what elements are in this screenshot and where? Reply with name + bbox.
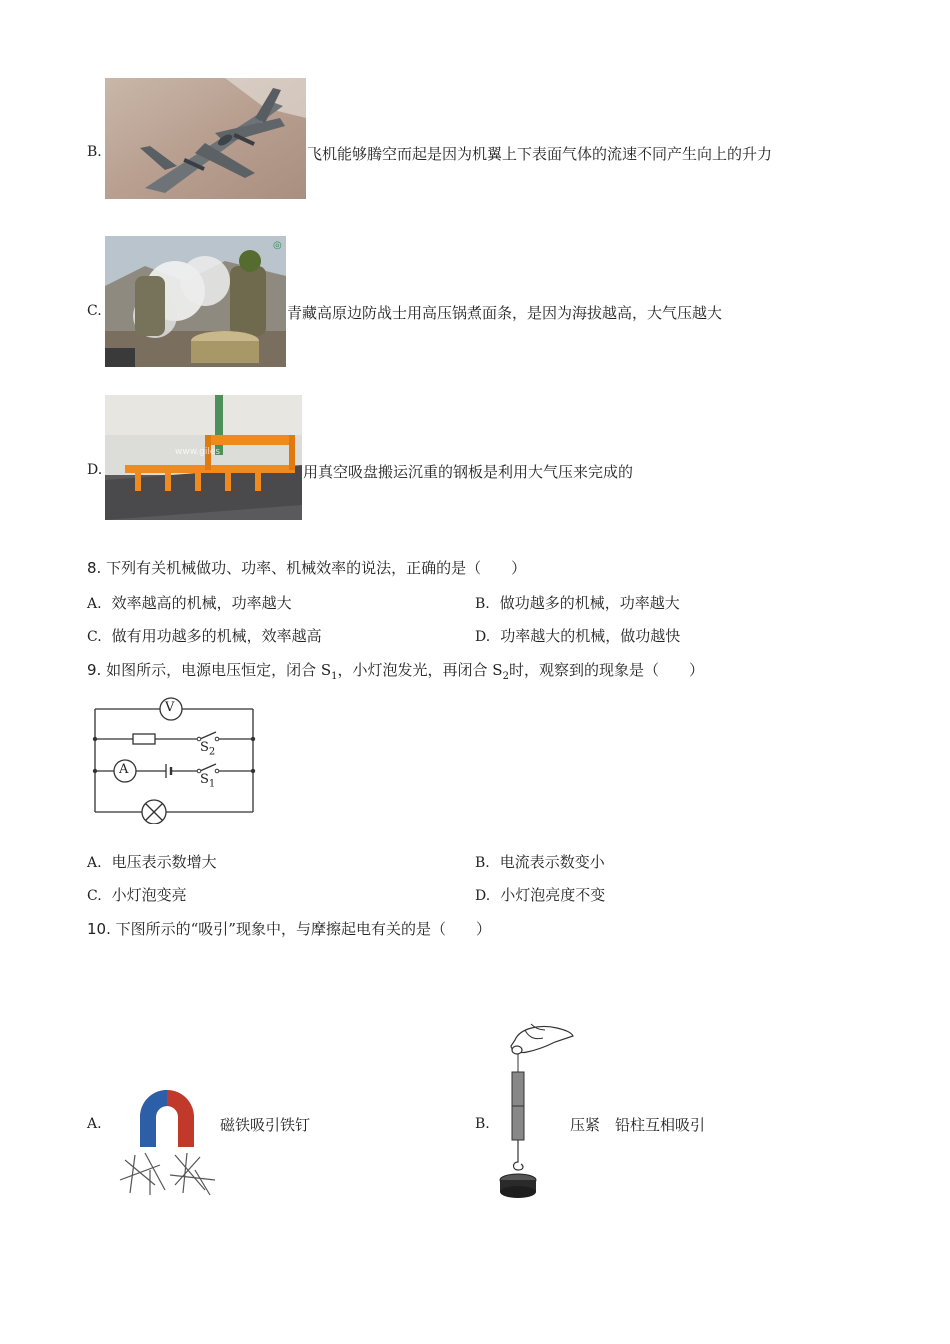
choice-key: D. [475, 629, 491, 645]
circuit-diagram [90, 694, 262, 824]
q8-choice-c[interactable] [87, 625, 322, 646]
lead-cylinders-image [495, 1020, 575, 1202]
question-number: 9. [87, 661, 102, 679]
subscript: 2 [502, 671, 509, 682]
q8-choice-a[interactable] [87, 592, 292, 613]
pressure-cooker-photo [105, 236, 286, 367]
q9-stem [87, 659, 704, 682]
choice-text: 电压表示数增大 [111, 853, 217, 871]
choice-key: A. [87, 596, 102, 612]
option-label: A. [87, 1116, 102, 1132]
choice-key: D. [475, 888, 491, 904]
q9-choice-a[interactable] [87, 851, 217, 872]
choice-key: B. [475, 855, 490, 871]
svg-text:◎: ◎ [273, 240, 282, 251]
q9-choice-c[interactable] [87, 884, 187, 905]
choice-text: 小灯泡变亮 [111, 886, 187, 904]
choice-key: C. [87, 888, 102, 904]
horseshoe-magnet-image [115, 1085, 220, 1200]
q9-choice-d[interactable] [475, 884, 605, 905]
choice-text: 小灯泡亮度不变 [500, 886, 606, 904]
choice-key: B. [475, 596, 490, 612]
option-text: 压紧 铅柱互相吸引 [570, 1116, 706, 1134]
option-text: 飞机能够腾空而起是因为机翼上下表面气体的流速不同产生向上的升力 [307, 145, 773, 163]
question-number: 10. [87, 920, 111, 938]
ammeter-label: A [119, 762, 129, 777]
q8-choice-d[interactable] [475, 625, 680, 646]
vacuum-lifter-photo [105, 395, 302, 520]
q8-choice-b[interactable] [475, 592, 680, 613]
question-text-part: 时，观察到的现象是（ ） [508, 661, 704, 679]
watermark-text: www.giles [175, 447, 221, 457]
option-label: B. [87, 144, 102, 160]
switch-s1-label: $S_1$ [200, 772, 216, 790]
subscript: 1 [331, 671, 338, 682]
option-text: 青藏高原边防战士用高压锅煮面条，是因为海拔越高，大气压越大 [287, 304, 723, 322]
choice-text: 做有用功越多的机械，效率越高 [111, 627, 322, 645]
switch-s2-label: $S_2$ [200, 740, 216, 758]
option-label: C. [87, 303, 102, 319]
choice-text: 效率越高的机械，功率越大 [111, 594, 292, 612]
choice-text: 做功越多的机械，功率越大 [499, 594, 680, 612]
option-text: 磁铁吸引铁钉 [220, 1116, 311, 1134]
question-number: 8. [87, 559, 102, 577]
question-text: 下列有关机械做功、功率、机械效率的说法，正确的是（ ） [106, 559, 527, 577]
choice-text: 电流表示数变小 [499, 853, 605, 871]
voltmeter-label: V [165, 700, 175, 715]
q9-choice-b[interactable] [475, 851, 605, 872]
option-label: B. [475, 1116, 490, 1132]
option-label: D. [87, 462, 103, 478]
question-text-part: ，小灯泡发光，再闭合 S [337, 661, 503, 679]
question-text: 下图所示的“吸引”现象中，与摩擦起电有关的是（ ） [115, 920, 491, 938]
fighter-jet-photo [105, 78, 306, 199]
q10-stem [87, 918, 491, 939]
option-text: 用真空吸盘搬运沉重的钢板是利用大气压来完成的 [303, 463, 634, 481]
choice-key: C. [87, 629, 102, 645]
question-text-part: 如图所示，电源电压恒定，闭合 S [106, 661, 332, 679]
choice-key: A. [87, 855, 102, 871]
q8-stem [87, 557, 526, 578]
choice-text: 功率越大的机械，做功越快 [500, 627, 681, 645]
